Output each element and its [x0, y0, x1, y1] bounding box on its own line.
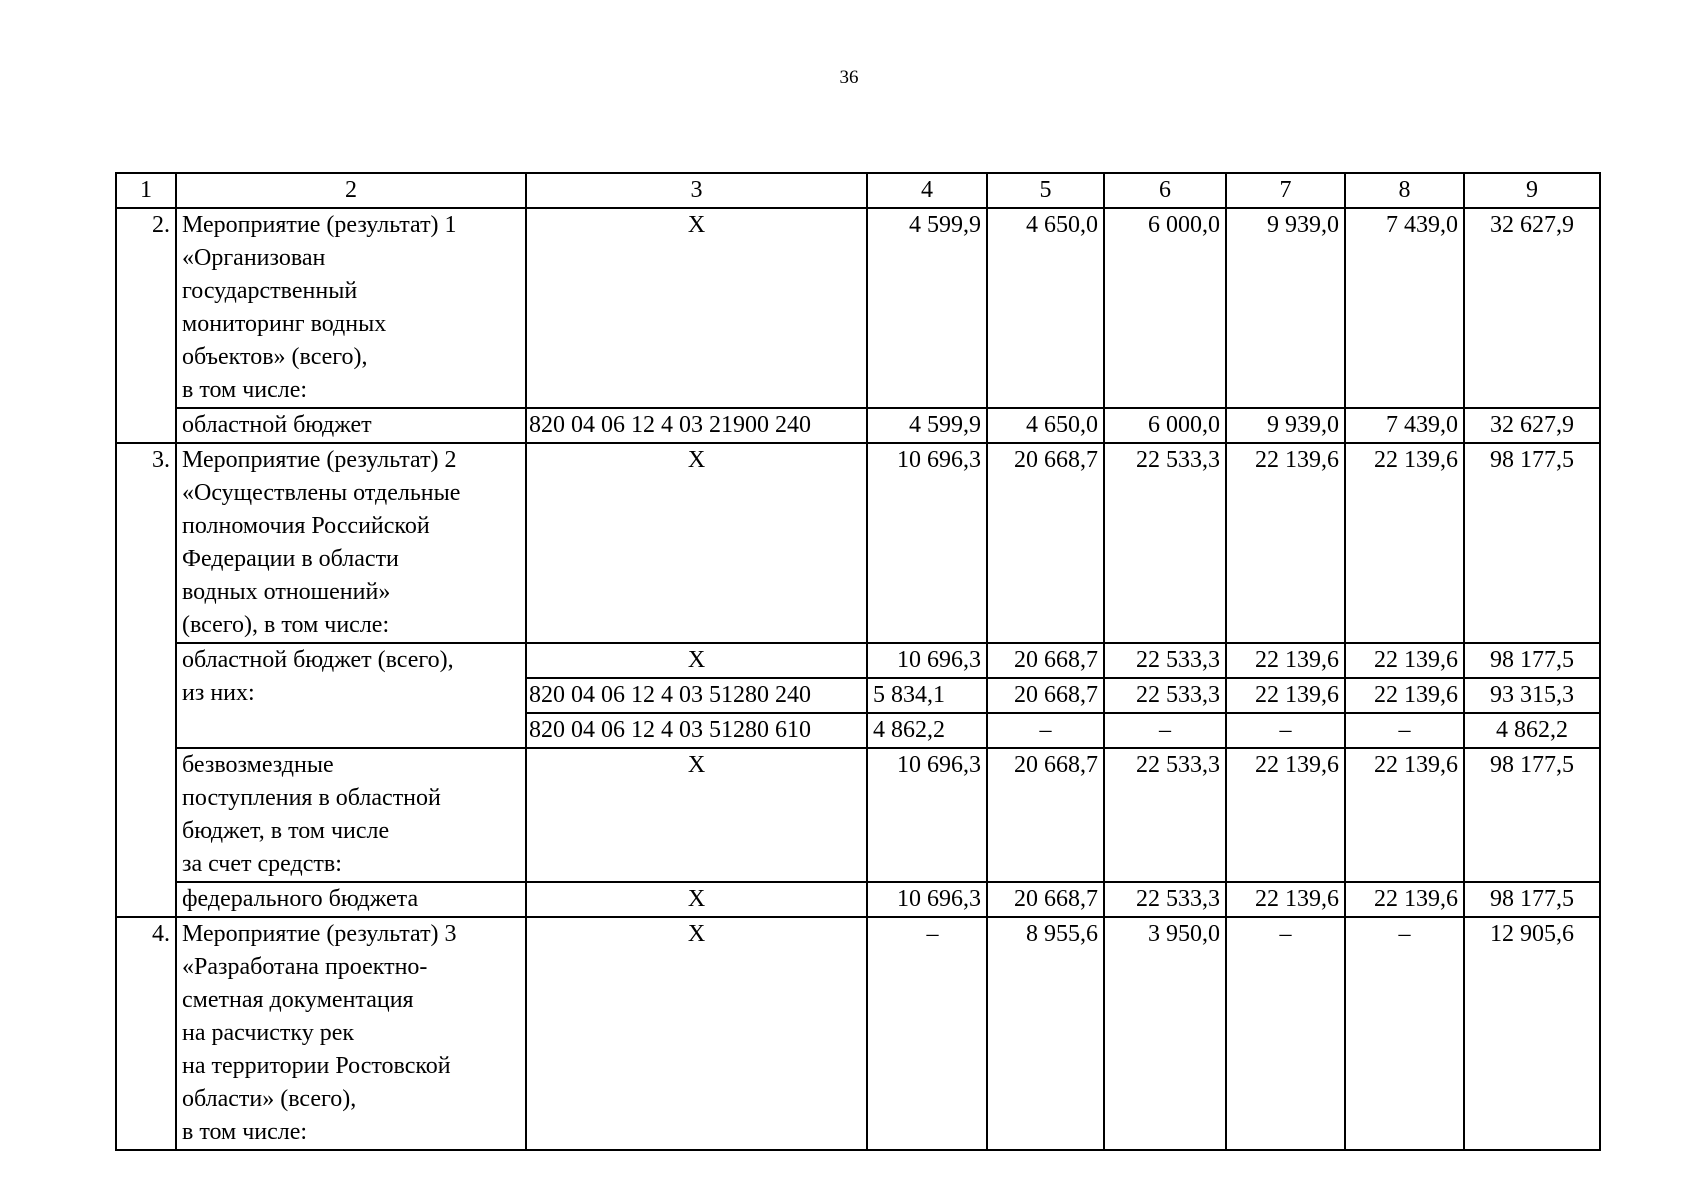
- value-cell: 8 955,6: [987, 917, 1104, 1150]
- total-cell: 98 177,5: [1464, 443, 1600, 643]
- header-cell: 6: [1104, 173, 1226, 208]
- value-cell: 22 139,6: [1345, 882, 1464, 917]
- value-cell: 6 000,0: [1104, 208, 1226, 408]
- value-cell: 20 668,7: [987, 443, 1104, 643]
- header-cell: 5: [987, 173, 1104, 208]
- value-cell: 10 696,3: [867, 443, 987, 643]
- value-cell: 20 668,7: [987, 678, 1104, 713]
- row-number: 2.: [116, 208, 176, 443]
- value-cell: 9 939,0: [1226, 408, 1345, 443]
- value-cell: 7 439,0: [1345, 208, 1464, 408]
- row-code: X: [526, 643, 867, 678]
- value-cell: 4 599,9: [867, 408, 987, 443]
- row-code: 820 04 06 12 4 03 51280 610: [526, 713, 867, 748]
- total-cell: 32 627,9: [1464, 408, 1600, 443]
- value-cell: –: [1345, 917, 1464, 1150]
- value-cell: 20 668,7: [987, 748, 1104, 882]
- value-cell: 22 139,6: [1226, 748, 1345, 882]
- value-cell: 4 599,9: [867, 208, 987, 408]
- table-row: [116, 443, 1600, 643]
- table-row: [116, 208, 1600, 408]
- row-code: 820 04 06 12 4 03 51280 240: [526, 678, 867, 713]
- value-cell: 22 533,3: [1104, 643, 1226, 678]
- header-cell: 4: [867, 173, 987, 208]
- value-cell: 20 668,7: [987, 643, 1104, 678]
- value-cell: 22 533,3: [1104, 748, 1226, 882]
- header-cell: 7: [1226, 173, 1345, 208]
- total-cell: 32 627,9: [1464, 208, 1600, 408]
- value-cell: 4 650,0: [987, 208, 1104, 408]
- value-cell: 22 533,3: [1104, 678, 1226, 713]
- value-cell: 22 139,6: [1226, 443, 1345, 643]
- total-cell: 12 905,6: [1464, 917, 1600, 1150]
- table-row: [116, 643, 1600, 678]
- row-title: Мероприятие (результат) 1 «Организован государственный мониторинг водных объектов» (всего), в том числе:: [176, 208, 526, 408]
- value-cell: 22 139,6: [1345, 748, 1464, 882]
- total-cell: 98 177,5: [1464, 643, 1600, 678]
- value-cell: 22 139,6: [1345, 643, 1464, 678]
- row-title: Мероприятие (результат) 2 «Осуществлены отдельные полномочия Российской Федерации в области водных отношений» (всего), в том числе:: [176, 443, 526, 643]
- value-cell: 22 139,6: [1345, 678, 1464, 713]
- row-title: безвозмездные поступления в областной бюджет, в том числе за счет средств:: [176, 748, 526, 882]
- value-cell: 10 696,3: [867, 882, 987, 917]
- row-title: областной бюджет: [176, 408, 526, 443]
- row-code: X: [526, 748, 867, 882]
- table-row: [116, 408, 1600, 443]
- value-cell: 5 834,1: [867, 678, 987, 713]
- total-cell: 98 177,5: [1464, 748, 1600, 882]
- value-cell: –: [1226, 713, 1345, 748]
- value-cell: 20 668,7: [987, 882, 1104, 917]
- value-cell: 22 533,3: [1104, 443, 1226, 643]
- total-cell: 98 177,5: [1464, 882, 1600, 917]
- row-code: X: [526, 882, 867, 917]
- value-cell: 6 000,0: [1104, 408, 1226, 443]
- row-code: X: [526, 917, 867, 1150]
- table-row: [116, 917, 1600, 1150]
- row-code: X: [526, 208, 867, 408]
- row-number: 4.: [116, 917, 176, 1150]
- value-cell: –: [867, 917, 987, 1150]
- value-cell: 10 696,3: [867, 748, 987, 882]
- total-cell: 93 315,3: [1464, 678, 1600, 713]
- header-cell: 8: [1345, 173, 1464, 208]
- table-header-row: [116, 173, 1600, 208]
- header-cell: 3: [526, 173, 867, 208]
- header-cell: 9: [1464, 173, 1600, 208]
- value-cell: 7 439,0: [1345, 408, 1464, 443]
- value-cell: 22 139,6: [1226, 643, 1345, 678]
- value-cell: 22 533,3: [1104, 882, 1226, 917]
- row-code: 820 04 06 12 4 03 21900 240: [526, 408, 867, 443]
- row-number: 3.: [116, 443, 176, 917]
- budget-table: [115, 172, 1601, 1151]
- table-row: [116, 882, 1600, 917]
- row-title: областной бюджет (всего), из них:: [176, 643, 526, 748]
- value-cell: 4 650,0: [987, 408, 1104, 443]
- value-cell: –: [1104, 713, 1226, 748]
- value-cell: 22 139,6: [1226, 882, 1345, 917]
- row-title: Мероприятие (результат) 3 «Разработана проектно- сметная документация на расчистку рек на территории Ростовской области» (всего), в том числе:: [176, 917, 526, 1150]
- page-number: 36: [839, 67, 859, 88]
- total-cell: 4 862,2: [1464, 713, 1600, 748]
- value-cell: 9 939,0: [1226, 208, 1345, 408]
- value-cell: 22 139,6: [1345, 443, 1464, 643]
- value-cell: –: [1345, 713, 1464, 748]
- value-cell: 10 696,3: [867, 643, 987, 678]
- value-cell: 22 139,6: [1226, 678, 1345, 713]
- header-cell: 1: [116, 173, 176, 208]
- value-cell: –: [987, 713, 1104, 748]
- row-code: X: [526, 443, 867, 643]
- table-row: [116, 748, 1600, 882]
- value-cell: 3 950,0: [1104, 917, 1226, 1150]
- value-cell: –: [1226, 917, 1345, 1150]
- value-cell: 4 862,2: [867, 713, 987, 748]
- header-cell: 2: [176, 173, 526, 208]
- row-title: федерального бюджета: [176, 882, 526, 917]
